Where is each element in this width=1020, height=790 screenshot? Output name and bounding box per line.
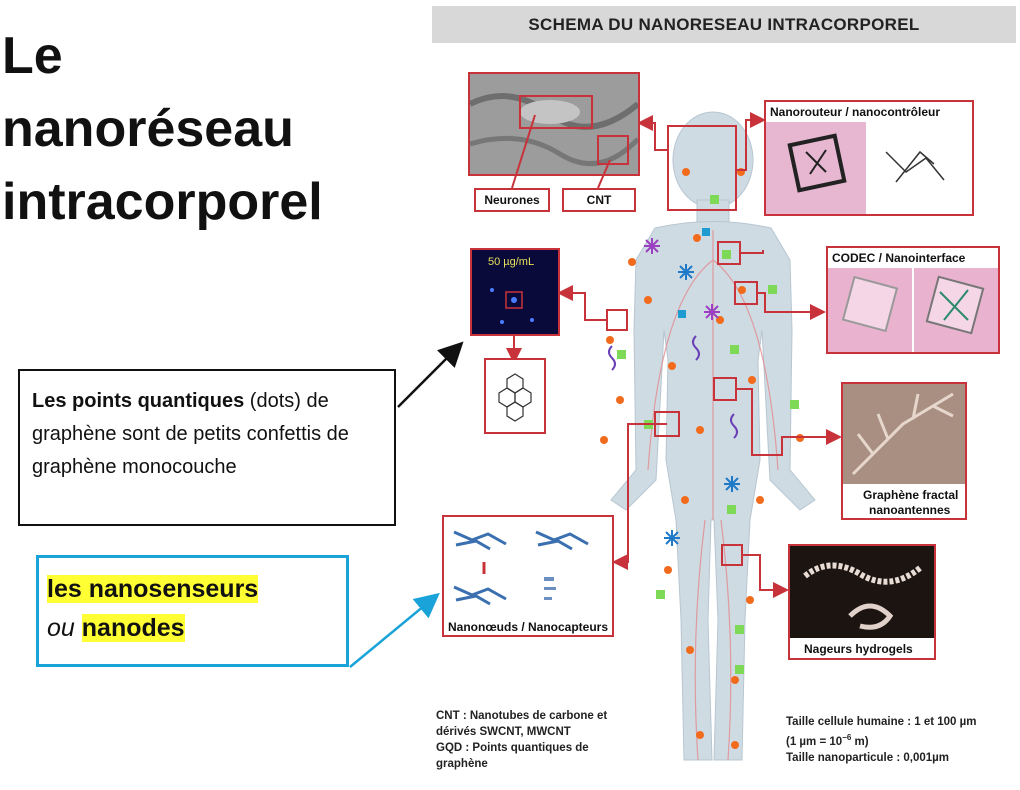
hydrogel-swimmer-image bbox=[790, 546, 934, 638]
footnote-graphene: graphène bbox=[436, 758, 488, 770]
nanodes-label: nanodes bbox=[81, 614, 185, 642]
quantum-dots-text bbox=[32, 385, 382, 484]
footnote-gqd: GQD : Points quantiques de bbox=[436, 742, 589, 754]
footnote-micron: (1 $\mu m = 10^{-6}$ m) bbox=[786, 733, 869, 748]
nanosensors-label: les nanosenseurs bbox=[47, 575, 259, 603]
graphene-fractal-title-1: Graphène fractal bbox=[863, 488, 959, 502]
concentration-label: 50 µg/mL bbox=[488, 256, 535, 268]
fractal-image bbox=[843, 384, 965, 484]
nanonoeuds-panel bbox=[442, 515, 614, 637]
footnote-cell-size: Taille cellule humaine : 1 et 100 µm bbox=[786, 716, 977, 728]
quantum-dots-callout bbox=[18, 369, 396, 526]
nanorouteur-panel bbox=[764, 100, 974, 216]
fluorescence-image bbox=[472, 250, 558, 334]
codec-title: CODEC / Nanointerface bbox=[832, 251, 966, 265]
nanorouteur-title: Nanorouteur / nanocontrôleur bbox=[770, 105, 941, 119]
page-title: Le nanoréseau intracorporel bbox=[2, 27, 323, 231]
quantum-dots-bold: Les points quantiques bbox=[32, 390, 245, 412]
nageurs-panel bbox=[788, 544, 936, 660]
ou-label: ou bbox=[47, 614, 75, 642]
footnote-cnt: CNT : Nanotubes de carbone et bbox=[436, 710, 608, 722]
footnote-right bbox=[786, 714, 977, 766]
quantum-dots-panel bbox=[470, 248, 560, 336]
footnote-derives: dérivés SWCNT, MWCNT bbox=[436, 726, 571, 738]
nanonoeuds-diagram bbox=[444, 517, 612, 617]
diagram-header-text: SCHEMA DU NANORESEAU INTRACORPOREL bbox=[528, 14, 920, 34]
footnote-nanoparticle-size: Taille nanoparticule : 0,001µm bbox=[786, 751, 949, 764]
footnote-left bbox=[436, 708, 607, 772]
codec-images bbox=[828, 268, 998, 352]
quantum-dots-body: de graphène sont de petits confettis de graphène monocouche bbox=[32, 390, 349, 478]
graphene-fractal-title-2: nanoantennes bbox=[869, 503, 951, 517]
nanosensors-callout bbox=[36, 555, 349, 667]
codec-panel bbox=[826, 246, 1000, 354]
cnt-label: CNT bbox=[562, 188, 636, 212]
nageurs-title: Nageurs hydrogels bbox=[804, 642, 913, 656]
nanorouteur-images bbox=[766, 122, 972, 214]
neurones-label: Neurones bbox=[474, 188, 550, 212]
graphene-fractal-panel bbox=[841, 382, 967, 520]
quantum-dots-dots: (dots) bbox=[244, 390, 301, 412]
graphene-structure-panel bbox=[484, 358, 546, 434]
graphene-lattice-icon bbox=[486, 360, 544, 432]
nanonoeuds-title: Nanonœuds / Nanocapteurs bbox=[448, 620, 609, 634]
